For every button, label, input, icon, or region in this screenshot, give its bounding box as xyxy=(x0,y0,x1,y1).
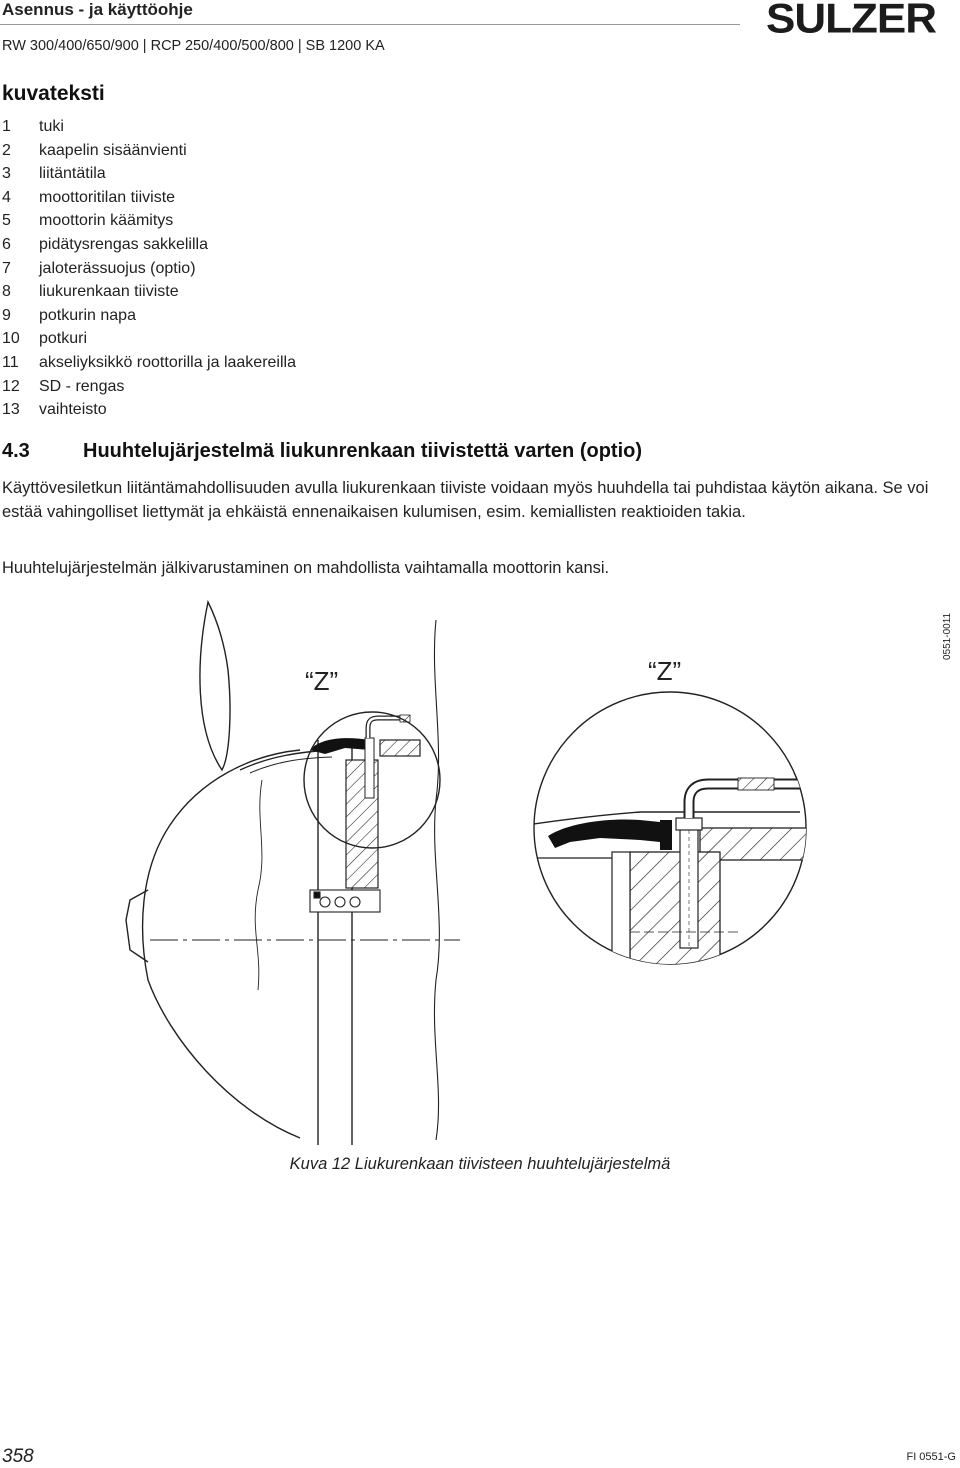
housing-outline xyxy=(318,620,439,1145)
bearing-detail xyxy=(310,890,380,912)
list-item xyxy=(2,304,296,328)
list-item xyxy=(2,280,296,304)
flushing-system-drawing xyxy=(0,590,960,1150)
legend-label: akseliyksikkö roottorilla ja laakereilla xyxy=(39,353,296,371)
list-item xyxy=(2,375,296,399)
list-item xyxy=(2,186,296,210)
figure-caption: Kuva 12 Liukurenkaan tiivisteen huuhtelujärjestelmä xyxy=(289,1155,671,1173)
legend-label: potkurin napa xyxy=(39,306,136,324)
propeller-hub xyxy=(126,750,332,1138)
section-paragraph: Käyttövesiletkun liitäntämahdollisuuden avulla liukurenkaan tiiviste voidaan myös huuhdella tai puhdistaa käytön aikana. Se voi estää vahingolliset liettymät ja ehkäistä ennenaikaisen kulumisen, esim. kemiallisten reaktioiden takia. xyxy=(2,479,929,521)
legend-number: 3 xyxy=(2,165,11,183)
legend-label: liukurenkaan tiiviste xyxy=(39,283,179,301)
legend-label: jaloterässuojus (optio) xyxy=(39,259,196,277)
figure-code xyxy=(932,602,960,662)
legend-label: SD - rengas xyxy=(39,377,125,395)
propeller-blade xyxy=(200,602,230,770)
legend-heading: kuvateksti xyxy=(2,82,105,105)
section-number: 4.3 xyxy=(2,440,30,462)
legend-number: 5 xyxy=(2,212,11,230)
detail-label-left: “Z” xyxy=(305,666,339,696)
page-number: 358 xyxy=(2,1446,34,1467)
list-item xyxy=(2,162,296,186)
legend-label: tuki xyxy=(39,118,64,135)
legend-number: 6 xyxy=(2,235,11,253)
legend-number: 1 xyxy=(2,118,11,135)
header-divider xyxy=(0,24,740,25)
legend-label: potkuri xyxy=(39,330,88,348)
list-item xyxy=(2,398,296,422)
detail-label-right: “Z” xyxy=(648,656,682,686)
list-item xyxy=(2,233,296,257)
legend-number: 11 xyxy=(2,353,19,371)
legend-number: 4 xyxy=(2,188,11,206)
legend-number: 10 xyxy=(2,330,20,348)
list-item xyxy=(2,327,296,351)
legend-number: 9 xyxy=(2,306,11,324)
legend-number: 2 xyxy=(2,141,11,159)
list-item xyxy=(2,209,296,233)
legend-label: liitäntätila xyxy=(39,165,106,183)
document-title: Asennus - ja käyttöohje xyxy=(2,0,193,19)
list-item xyxy=(2,115,296,139)
legend-label: pidätysrengas sakkelilla xyxy=(39,235,208,253)
legend-label: moottoritilan tiiviste xyxy=(39,188,176,206)
legend-label: moottorin käämitys xyxy=(39,212,174,230)
section-paragraph: Huuhtelujärjestelmän jälkivarustaminen on mahdollista vaihtamalla moottorin kansi. xyxy=(2,559,610,577)
legend-number: 12 xyxy=(2,377,20,395)
sulzer-logo: SULZER xyxy=(766,0,936,42)
section-heading xyxy=(2,440,642,463)
legend-label: vaihteisto xyxy=(39,401,107,419)
list-item xyxy=(2,351,296,375)
model-list: RW 300/400/650/900 | RCP 250/400/500/800 | SB 1200 KA xyxy=(2,38,385,54)
legend-number: 8 xyxy=(2,283,11,301)
list-item xyxy=(2,257,296,281)
legend-list xyxy=(2,115,296,422)
document-code: FI 0551-G xyxy=(906,1451,956,1463)
cover-plate-hatched xyxy=(380,740,420,756)
section-title: Huuhtelujärjestelmä liukunrenkaan tiivistettä varten (optio) xyxy=(83,440,643,462)
legend-label: kaapelin sisäänvienti xyxy=(39,141,187,159)
legend-number: 13 xyxy=(2,401,20,419)
legend-number: 7 xyxy=(2,259,11,277)
list-item xyxy=(2,139,296,163)
figure-code-text: 0551-0011 xyxy=(942,612,953,660)
slide-ring-seal xyxy=(310,738,370,754)
detail-z-enlarged xyxy=(520,692,810,1002)
